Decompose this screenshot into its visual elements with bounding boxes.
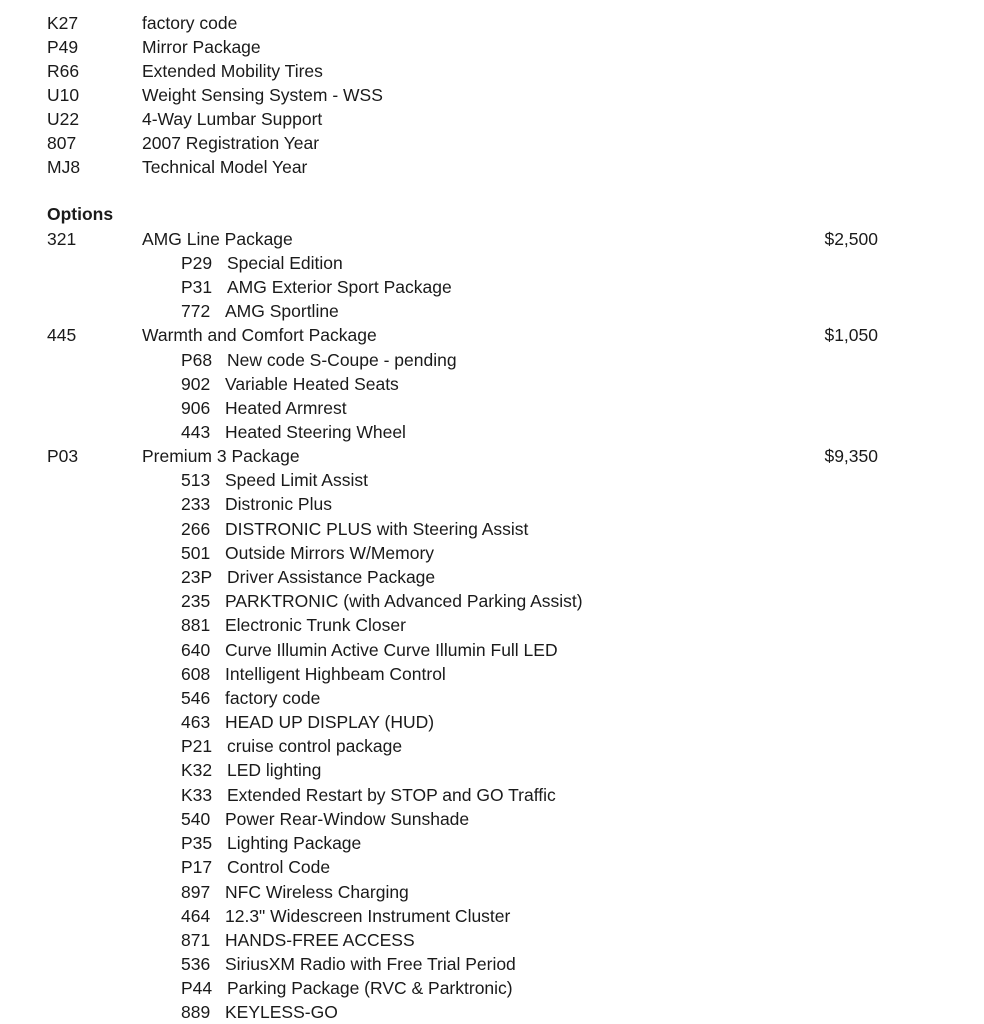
package-item-row	[0, 589, 984, 613]
package-item-row	[0, 396, 984, 420]
package-code: 445	[47, 325, 77, 345]
item-description: cruise control package	[227, 736, 403, 756]
package-item-row	[0, 976, 984, 1000]
package-code: P03	[47, 446, 79, 466]
package-item-row	[0, 734, 984, 758]
package-item-row	[0, 880, 984, 904]
code-row	[0, 83, 984, 107]
item-description: Control Code	[227, 857, 331, 877]
item-description: Heated Armrest	[225, 398, 347, 418]
code: U10	[47, 85, 80, 105]
item-description: NFC Wireless Charging	[225, 882, 409, 902]
code: P49	[47, 37, 79, 57]
item-code: P21	[181, 736, 213, 756]
package-row	[0, 227, 984, 251]
item-description: Distronic Plus	[225, 494, 332, 514]
item-description: KEYLESS-GO	[225, 1002, 338, 1022]
item-code: 464	[181, 906, 211, 926]
item-description: 12.3" Widescreen Instrument Cluster	[225, 906, 511, 926]
description: Mirror Package	[142, 37, 261, 57]
item-description: Heated Steering Wheel	[225, 422, 406, 442]
description: 4-Way Lumbar Support	[142, 109, 323, 129]
options-heading-row	[0, 202, 984, 226]
item-code: 902	[181, 374, 211, 394]
package-item-row	[0, 662, 984, 686]
item-code: 540	[181, 809, 211, 829]
package-item-row	[0, 1000, 984, 1024]
item-description: Driver Assistance Package	[227, 567, 436, 587]
package-item-row	[0, 420, 984, 444]
item-code: K33	[181, 785, 213, 805]
package-price: $1,050	[824, 325, 878, 345]
package-price: $2,500	[824, 229, 878, 249]
item-code: P29	[181, 253, 213, 273]
item-description: factory code	[225, 688, 321, 708]
item-code: 235	[181, 591, 211, 611]
item-description: Extended Restart by STOP and GO Traffic	[227, 785, 556, 805]
package-item-row	[0, 638, 984, 662]
description: Technical Model Year	[142, 157, 308, 177]
item-description: AMG Exterior Sport Package	[227, 277, 452, 297]
item-description: PARKTRONIC (with Advanced Parking Assist)	[225, 591, 583, 611]
item-description: HEAD UP DISPLAY (HUD)	[225, 712, 435, 732]
item-code: 536	[181, 954, 211, 974]
item-description: Power Rear-Window Sunshade	[225, 809, 470, 829]
code-row	[0, 131, 984, 155]
code-row	[0, 107, 984, 131]
item-code: 772	[181, 301, 211, 321]
package-item-row	[0, 613, 984, 637]
item-code: 23P	[181, 567, 213, 587]
item-description: Curve Illumin Active Curve Illumin Full LED	[225, 640, 558, 660]
code: K27	[47, 13, 79, 33]
package-item-row	[0, 710, 984, 734]
code-row	[0, 35, 984, 59]
package-item-row	[0, 855, 984, 879]
package-description: Warmth and Comfort Package	[142, 325, 377, 345]
item-description: New code S-Coupe - pending	[227, 350, 457, 370]
package-row	[0, 444, 984, 468]
item-description: Special Edition	[227, 253, 343, 273]
item-description: DISTRONIC PLUS with Steering Assist	[225, 519, 529, 539]
item-code: 233	[181, 494, 211, 514]
item-code: K32	[181, 760, 213, 780]
code-row	[0, 155, 984, 179]
options-heading: Options	[47, 204, 114, 224]
package-item-row	[0, 492, 984, 516]
item-description: LED lighting	[227, 760, 322, 780]
description: Weight Sensing System - WSS	[142, 85, 383, 105]
item-description: Speed Limit Assist	[225, 470, 368, 490]
package-item-row	[0, 928, 984, 952]
item-code: 463	[181, 712, 211, 732]
item-code: 897	[181, 882, 211, 902]
item-description: Intelligent Highbeam Control	[225, 664, 446, 684]
description: Extended Mobility Tires	[142, 61, 323, 81]
package-item-row	[0, 831, 984, 855]
package-item-row	[0, 686, 984, 710]
item-description: Lighting Package	[227, 833, 362, 853]
item-code: P17	[181, 857, 213, 877]
package-item-row	[0, 348, 984, 372]
package-item-row	[0, 299, 984, 323]
item-code: P35	[181, 833, 213, 853]
package-item-row	[0, 952, 984, 976]
code: R66	[47, 61, 80, 81]
item-code: 608	[181, 664, 211, 684]
item-description: SiriusXM Radio with Free Trial Period	[225, 954, 516, 974]
item-code: 546	[181, 688, 211, 708]
item-code: 640	[181, 640, 211, 660]
package-price: $9,350	[824, 446, 878, 466]
item-description: Electronic Trunk Closer	[225, 615, 406, 635]
package-item-row	[0, 251, 984, 275]
item-description: Variable Heated Seats	[225, 374, 399, 394]
package-description: Premium 3 Package	[142, 446, 300, 466]
item-code: P68	[181, 350, 213, 370]
package-code: 321	[47, 229, 77, 249]
item-code: P44	[181, 978, 213, 998]
item-code: 513	[181, 470, 211, 490]
package-item-row	[0, 468, 984, 492]
item-description: HANDS-FREE ACCESS	[225, 930, 415, 950]
package-item-row	[0, 372, 984, 396]
item-description: Outside Mirrors W/Memory	[225, 543, 435, 563]
item-code: 501	[181, 543, 211, 563]
package-item-row	[0, 517, 984, 541]
package-item-row	[0, 783, 984, 807]
package-description: AMG Line Package	[142, 229, 293, 249]
item-code: 871	[181, 930, 211, 950]
item-code: 889	[181, 1002, 211, 1022]
package-row	[0, 323, 984, 347]
item-code: 443	[181, 422, 211, 442]
item-description: AMG Sportline	[225, 301, 339, 321]
code: 807	[47, 133, 77, 153]
item-code: 906	[181, 398, 211, 418]
code: MJ8	[47, 157, 81, 177]
code: U22	[47, 109, 80, 129]
package-item-row	[0, 275, 984, 299]
item-code: 881	[181, 615, 211, 635]
item-code: 266	[181, 519, 211, 539]
description: factory code	[142, 13, 238, 33]
package-item-row	[0, 541, 984, 565]
package-item-row	[0, 565, 984, 589]
code-row	[0, 11, 984, 35]
item-description: Parking Package (RVC & Parktronic)	[227, 978, 513, 998]
description: 2007 Registration Year	[142, 133, 320, 153]
package-item-row	[0, 807, 984, 831]
code-row	[0, 59, 984, 83]
package-item-row	[0, 904, 984, 928]
item-code: P31	[181, 277, 213, 297]
package-item-row	[0, 758, 984, 782]
